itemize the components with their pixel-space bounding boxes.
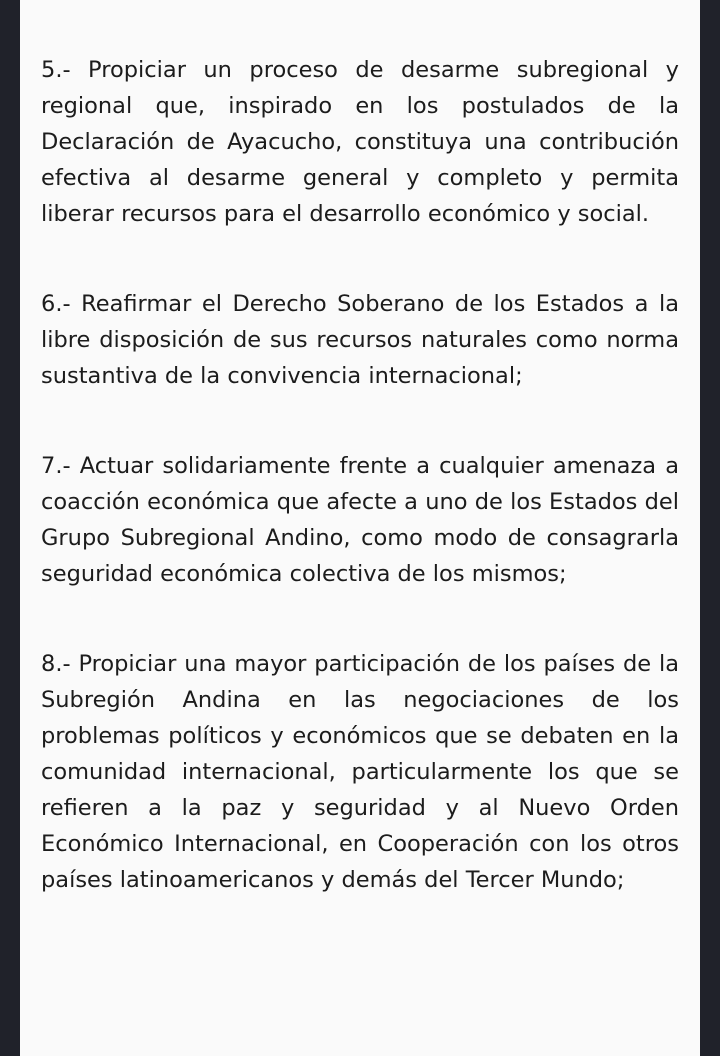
paragraph-5: 5.- Propiciar un proceso de desarme subregional y regional que, inspirado en los postulados de la Declaración de Ayacucho, constituya una contribución efectiva al desarme general y completo y permita liberar recursos para el desarrollo económico y social. bbox=[41, 57, 679, 227]
document-page bbox=[20, 0, 700, 1056]
paragraph-8: 8.- Propiciar una mayor participación de los países de la Subregión Andina en las negociaciones de los problemas políticos y económicos que se debaten en la comunidad internacional, particularmente los que se refieren a la paz y seguridad y al Nuevo Orden Económico Internacional, en Cooperación con los otros países latinoamericanos y demás del Tercer Mundo; bbox=[41, 651, 679, 893]
document-body bbox=[41, 52, 679, 952]
paragraph-6: 6.- Reafirmar el Derecho Soberano de los Estados a la libre disposición de sus recursos naturales como norma sustantiva de la convivencia internacional; bbox=[41, 291, 679, 389]
paragraph-7: 7.- Actuar solidariamente frente a cualquier amenaza a coacción económica que afecte a uno de los Estados del Grupo Subregional Andino, como modo de consagrarla seguridad económica colectiva de los mismos; bbox=[41, 453, 679, 587]
